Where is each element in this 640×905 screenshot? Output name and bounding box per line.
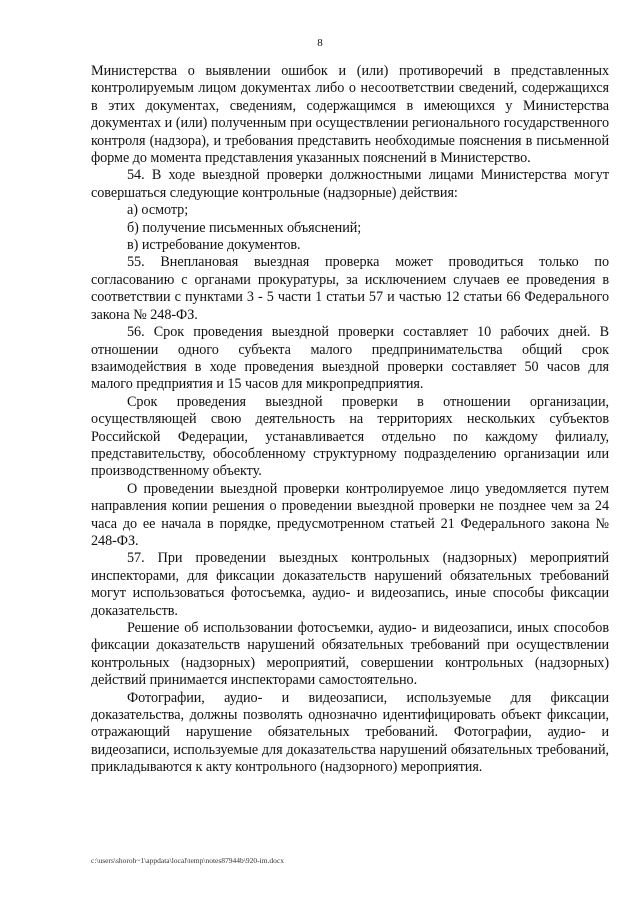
paragraph-item-56: 56. Срок проведения выездной проверки составляет 10 рабочих дней. В отношении одного субъекта малого предпринимательства общий срок взаимодействия в ходе проведения выездной проверки составляет 50 часов для малого предприятия и 15 часов для микропредприятия.: [91, 324, 609, 393]
document-body: [91, 63, 609, 777]
paragraph-recording-decision: Решение об использовании фотосъемки, аудио- и видеозаписи, иных способов фиксации доказательств нарушений обязательных требований при осуществлении контрольных (надзорных) мероприятий, совершении контрольных (надзорных) действий принимается инспекторами самостоятельно.: [91, 620, 609, 689]
paragraph-continuation: Министерства о выявлении ошибок и (или) противоречий в представленных контролируемым лицом документах либо о несоответствии сведений, содержащихся в этих документах, сведениям, содержащимся в имеющихся у Министерства документах и (или) полученным при осуществлении регионального государственного контроля (надзора), и требования представить необходимые пояснения в письменной форме до момента представления указанных пояснений в Министерство.: [91, 63, 609, 167]
paragraph-inspection-term-branches: Срок проведения выездной проверки в отношении организации, осуществляющей свою деятельность на территориях нескольких субъектов Российской Федерации, устанавливается отдельно по каждому филиалу, представительству, обособленному структурному подразделению организации или производственному объекту.: [91, 393, 609, 480]
paragraph-item-55: 55. Внеплановая выездная проверка может проводиться только по согласованию с органами прокуратуры, за исключением случаев ее проведения в соответствии с пунктами 3 - 5 части 1 статьи 57 и частью 12 статьи 66 Федерального закона № 248-ФЗ.: [91, 254, 609, 323]
footer-file-path: c:\users\shoroh~1\appdata\local\temp\notes87944b\920-im.docx: [91, 856, 284, 865]
paragraph-notification: О проведении выездной проверки контролируемое лицо уведомляется путем направления копии решения о проведении выездной проверки не позднее чем за 24 часа до ее начала в порядке, предусмотренном статьей 21 Федерального закона № 248-ФЗ.: [91, 480, 609, 549]
list-item-a: а) осмотр;: [127, 202, 189, 219]
paragraph-item-57: 57. При проведении выездных контрольных (надзорных) мероприятий инспекторами, для фиксации доказательств нарушений обязательных требований могут использоваться фотосъемка, аудио- и видеозапись, иные способы фиксации доказательств.: [91, 550, 609, 619]
list-item-b: б) получение письменных объяснений;: [127, 219, 362, 236]
paragraph-recordings-usage: Фотографии, аудио- и видеозаписи, используемые для фиксации доказательства, должны позволять однозначно идентифицировать объект фиксации, отражающий нарушение обязательных требований. Фотографии, аудио- и видеозаписи, используемые для доказательства нарушений обязательных требований, прикладываются к акту контрольного (надзорного) мероприятия.: [91, 689, 609, 776]
paragraph-item-54: 54. В ходе выездной проверки должностными лицами Министерства могут совершаться следующие контрольные (надзорные) действия:: [91, 167, 609, 201]
list-item-v: в) истребование документов.: [127, 237, 301, 254]
page-number: 8: [317, 37, 323, 49]
